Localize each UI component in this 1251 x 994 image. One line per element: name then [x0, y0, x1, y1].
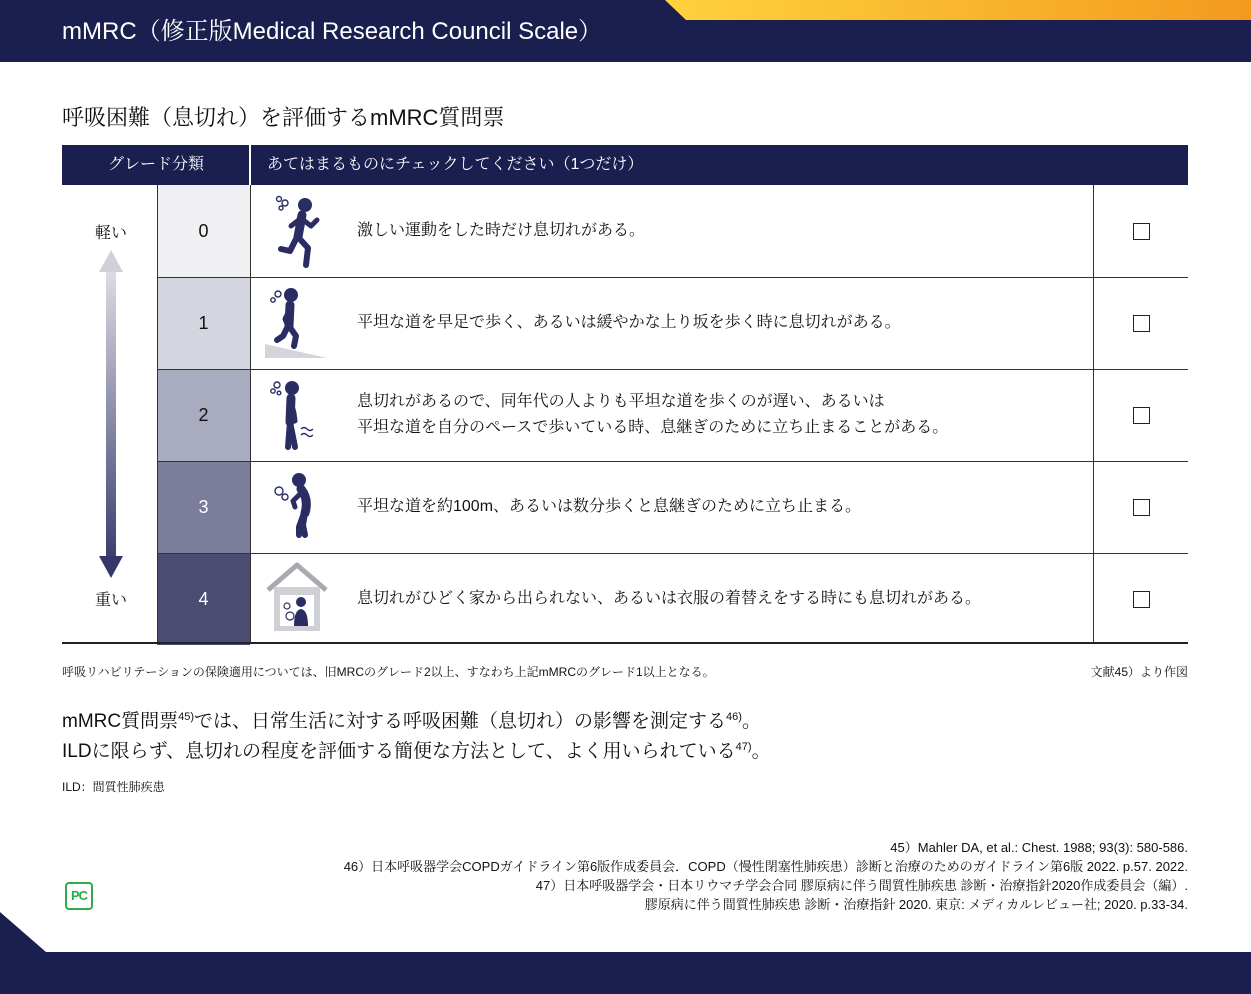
row-4-description: 息切れがひどく家から出られない、あるいは衣服の着替えをする時にも息切れがある。	[357, 590, 982, 607]
body-text: ILDに限らず、息切れの程度を評価する簡便な方法として、よく用いられている	[62, 741, 736, 762]
citation-superscript: 46)	[726, 711, 742, 723]
page-title: mMRC（修正版Medical Research Council Scale）	[62, 18, 603, 45]
grade-cell-2: 2	[157, 369, 250, 461]
grade-cell-3: 3	[157, 461, 250, 553]
row-2-description-line-2: 平坦な道を自分のペースで歩いている時、息継ぎのために立ち止まることがある。	[357, 419, 949, 436]
body-line-2	[62, 739, 771, 765]
grade-cell-1: 1	[157, 277, 250, 369]
body-text: 。	[751, 741, 771, 762]
grade-1-checkbox[interactable]	[1133, 315, 1150, 332]
table-grid-line	[157, 369, 1188, 370]
walking-uphill-person-icon	[265, 284, 329, 362]
row-0-description: 激しい運動をした時だけ息切れがある。	[357, 222, 646, 239]
body-text: では、日常生活に対する呼吸困難（息切れ）の影響を測定する	[194, 711, 727, 732]
column-header-grade: グレード分類	[107, 156, 204, 173]
grade-cell-0: 0	[157, 185, 250, 277]
row-1-description: 平坦な道を早足で歩く、あるいは緩やかな上り坂を歩く時に息切れがある。	[357, 314, 901, 331]
row-2-description-line-1: 息切れがあるので、同年代の人よりも平坦な道を歩くのが遅い、あるいは	[357, 393, 885, 410]
abbreviation-note: ILD：間質性肺疾患	[62, 780, 165, 794]
citation-superscript: 45)	[178, 711, 195, 723]
body-text: mMRC質問票	[62, 711, 179, 732]
severity-heavy-label: 重い	[94, 592, 127, 609]
reference-47-continued: 膠原病に伴う間質性肺疾患 診断・治療指針 2020. 東京: メディカルレビュー社; 2020. p.33-34.	[644, 897, 1188, 912]
reference-46: 46）日本呼吸器学会COPDガイドライン第6版作成委員会．COPD（慢性閉塞性肺疾患）診断と治療のためのガイドライン第6版 2022. p.57. 2022.	[343, 859, 1188, 874]
table-grid-line	[157, 553, 1188, 554]
footer-bar	[0, 900, 1251, 994]
row-3-description: 平坦な道を約100m、あるいは数分歩くと息継ぎのために立ち止まる。	[357, 498, 862, 515]
header-divider	[249, 145, 251, 185]
citation-superscript: 47)	[735, 741, 752, 753]
body-line-1	[62, 709, 761, 735]
slow-walking-person-icon	[265, 377, 329, 455]
grade-2-checkbox[interactable]	[1133, 407, 1150, 424]
grade-0-checkbox[interactable]	[1133, 223, 1150, 240]
resting-person-icon	[265, 469, 329, 547]
table-grid-line	[157, 461, 1188, 462]
table-bottom-line	[62, 642, 1188, 644]
section-title: 呼吸困難（息切れ）を評価するmMRC質問票	[62, 105, 505, 130]
running-person-icon	[265, 193, 329, 271]
grade-4-checkbox[interactable]	[1133, 591, 1150, 608]
company-logo: PC	[65, 882, 93, 910]
table-grid-line	[157, 185, 158, 643]
grade-cell-4: 4	[157, 553, 250, 645]
grade-3-checkbox[interactable]	[1133, 499, 1150, 516]
body-text: 。	[741, 711, 761, 732]
reference-45: 45）Mahler DA, et al.: Chest. 1988; 93(3): 580-586.	[890, 840, 1188, 855]
table-grid-line	[250, 185, 251, 643]
figure-source: 文献45）より作図	[1090, 665, 1188, 679]
insurance-note: 呼吸リハビリテーションの保険適用については、旧MRCのグレード2以上、すなわち上記mMRCのグレード1以上となる。	[62, 665, 715, 679]
house-bound-person-icon	[265, 560, 329, 638]
table-grid-line	[157, 277, 1188, 278]
reference-47: 47）日本呼吸器学会・日本リウマチ学会合同 膠原病に伴う間質性肺疾患 診断・治療指針2020作成委員会（編）.	[535, 878, 1188, 893]
table-grid-line	[1093, 185, 1094, 643]
severity-arrow-icon	[96, 250, 126, 580]
severity-light-label: 軽い	[94, 225, 127, 242]
column-header-check: あてはまるものにチェックしてください（1つだけ）	[267, 156, 644, 173]
